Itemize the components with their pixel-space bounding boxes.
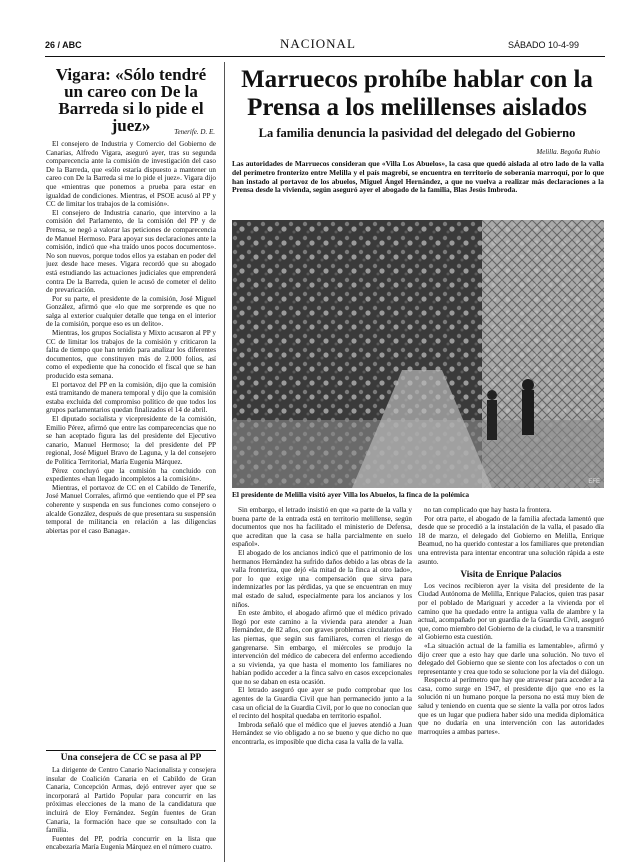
left-paragraph: El consejero de Industria canario, que intervino a la comisión del Parlamento, de la comisión del PP y de Prensa, se negó a valorar las peticiones de comparecencia de Manuel Hermoso. Para apoyar sus declaraciones ante la comisión, indicó que «ha traído unos pocos documentos». No son nuevos, porque todos ellos ya estaban en poder del juez desde hace meses. Vigara recordó que su abogado está estudiando las actuaciones judiciales que emprenderá contra De la Barreda, quien le acusó de cometer el delito de prevaricación. — [46, 208, 216, 295]
left-paragraph: El diputado socialista y vicepresidente de la comisión, Emilio Pérez, afirmó que entre las comparecencias que no se han aceptado figura las del presidente del Ejecutivo canario, Manuel Hermoso; la del presidente del PP regional, José Miguel Bravo de Laguna, y la del consejero de Política Territorial, María Eugenia Márquez. — [46, 415, 216, 466]
left-article-body-2 — [46, 766, 216, 858]
right-paragraph: Los vecinos recibieron ayer la visita del presidente de la Ciudad Autónoma de Melilla, Enrique Palacios, quien tras pasar por el poblado de Mariguari y acceder a la vivienda por el camino que ha quedado entre la antigua valla de alambre y la actual, acompañado por un guardia de la Guardia Civil, aseguró que, como miembro del Gobierno de la ciudad, le va a transmitir al Gobierno esta cuestión. — [418, 581, 604, 642]
article-photo — [232, 220, 604, 488]
column-divider — [224, 62, 225, 862]
main-article-byline: Melilla. Begoña Rubio — [536, 148, 600, 156]
left-subhead: Una consejera de CC se pasa al PP — [46, 750, 216, 763]
right-paragraph: Por otra parte, el abogado de la familia afectada lamentó que desde que se procedió a la instalación de la valla, el pasado día 18 de marzo, el delegado del Gobierno en Melilla, Enrique Beamud, no ha querido contestar a los familiares que pretendían una entrevista para intentar encontrar una solución rápida a este asunto. — [418, 514, 604, 566]
main-article-subtitle: La familia denuncia la pasividad del delegado del Gobierno — [258, 126, 576, 140]
photo-caption: El presidente de Melilla visitó ayer Villa los Abuelos, la finca de la polémica — [232, 490, 470, 499]
left-paragraph: La dirigente de Centro Canario Nacionalista y consejera insular de Coalición Canaria en el Cabildo de Gran Canaria, Concepción Armas, dejó entrever ayer que se incorporará al Partido Popular para concurrir en las próximas elecciones de la mano de la candidatura que incluirá de Eloy Fernández. Según fuentes de Gran Canaria, la formación hace que se consultado con la familia. — [46, 766, 216, 835]
right-paragraph: Respecto al perímetro que hay que atravesar para acceder a la casa, como surge en 1947, el presidente dijo que «no es la solución ni un humano porque la persona no está muy bien de salud y teniendo en cuenta que se siente la valla por otros lados que es un lugar que pudiera haber sido una medida diplomática que no dudaría en una intervención con las autoridades marroquíes a ambas partes». — [418, 676, 604, 736]
left-paragraph: Fuentes del PP, podría concurrir en la lista que encabezaría María Eugenia Márquez en el número cuatro. — [46, 834, 216, 852]
issue-date: SÁBADO 10-4-99 — [508, 40, 580, 50]
left-paragraph: El portavoz del PP en la comisión, dijo que la comisión está tramitando de manera temporal y dijo que la comisión estaba excluida del compromiso político de que todos los grupos parlamentarios quedan finalizados el 14 de abril. — [46, 380, 216, 415]
main-article-title: Marruecos prohíbe hablar con la Prensa a los melillenses aislados — [241, 66, 593, 121]
left-paragraph: Mientras, el portavoz de CC en el Cabildo de Tenerife, José Manuel Corrales, afirmó que «entiendo que el PP sea coherente y suspenda en sus funciones como consejero o alcalde González, después de que presentara su suspensión temporal de militancia en relación a las diligencias abiertas por el caso Banaga». — [46, 483, 216, 535]
left-article-title: Vigara: «Sólo tendré un careo con De la Barreda si lo pide el juez» — [55, 65, 207, 135]
left-article-byline: Tenerife. D. E. — [174, 128, 215, 136]
main-article-column-mid — [232, 506, 412, 856]
left-paragraph: Pérez concluyó que la comisión ha concluido con expedientes «han llegado incompletos a la comisión». — [46, 466, 216, 484]
right-paragraph: «La situación actual de la familia es lamentable», afirmó y dijo creer que a esto hay que darle una solución. No tuvo el delegado del Gobierno que se siente con los afectados o con un representante y crea que todo se solucione por la vía del diálogo. — [418, 641, 604, 676]
section-name: NACIONAL — [280, 36, 356, 51]
mid-paragraph: El letrado aseguró que ayer se pudo comprobar que los agentes de la Guardia Civil que han permanecido junto a la casa un oficial de la Guardia Civil, por lo que no conocían que el recinto del hospital quedaba en territorio español. — [232, 686, 412, 721]
mid-paragraph: Sin embargo, el letrado insistió en que «a parte de la valla y buena parte de la entrada está en territorio melillense, según documentos que nos ha facilitado el ministerio de Defensa, que acreditan que la casa se halla parcialmente en suelo español». — [232, 506, 412, 549]
left-article-body — [46, 140, 216, 660]
photo-credit: EFE — [588, 479, 600, 485]
mid-paragraph: El abogado de los ancianos indicó que el patrimonio de los hermanos Hernández ha sufrido daños debido a las obras de la valla fronteriza, que dejó «la mitad de la finca al otro lado», por lo que exige una compensación que sirva para indemnizarles por las pérdidas, ya que se encuentran en muy mal estado de salud, especialmente para los ancianos y los niños. — [232, 548, 412, 609]
photo-illustration — [232, 220, 604, 488]
mid-paragraph: En este ámbito, el abogado afirmó que el médico privado llegó por este camino a la vivienda para atender a Juan Hernández, de 82 años, con graves problemas circulatorios en las piernas, que según sus familiares, corren el riesgo de gangrenarse. Sin embargo, el miércoles se produjo la intervención del médico de cabecera del enfermo accediendo a su vivienda, ya que hasta el momento los familiares no habían podido acceder a la finca salvo en casos excepcionales que no se daban en esta ocasión. — [232, 609, 412, 686]
section-subhead: Visita de Enrique Palacios — [460, 569, 562, 580]
left-paragraph: El consejero de Industria y Comercio del Gobierno de Canarias, Alfredo Vigara, aseguró ayer, tras su segunda comparecencia ante la comisión de investigación del caso De la Barreda, que «sólo estaría dispuesto a mantener un careo con De la Barreda si me lo pide el juez». Vigara dijo que «mientras que ponemos a prueba para estar en igualdad de condiciones. Mientras, el PSOE acusó al PP y CC de limitar los trabajos de la comisión». — [46, 140, 216, 209]
left-paragraph: Mientras, los grupos Socialista y Mixto acusaron al PP y CC de limitar los trabajos de la comisión y criticaron la falta de tiempo que han tenido para analizar los diferentes documentos, que constituyen más de 2.000 folios, así como el expediente que ha conocido el fiscal que se han producido esta semana. — [46, 329, 216, 381]
mid-paragraph: Imbroda señaló que el médico que el jueves atendió a Juan Hernández se vio obligado a no se bueno y que dicho no que encontrarla, es imposible que dicha casa la valla de la valla. — [232, 720, 412, 747]
left-paragraph: Por su parte, el presidente de la comisión, José Miguel González, afirmó que «lo que me sorprende es que no salga al exterior cualquier detalle que tenga en el interior de la comisión, porque eso es un delito». — [46, 294, 216, 329]
page-number: 26 / ABC — [45, 40, 82, 50]
main-article-lead: Las autoridades de Marruecos consideran que «Villa Los Abuelos», la casa que quedó aislada al otro lado de la valla del perímetro fronterizo entre Melilla y el país magrebí, se encuentra en territorio de soberanía marroquí, por lo que han instado al portavoz de los abuelos, Miguel Ángel Hernández, a que no vuelva a realizar más declaraciones a la Prensa desde la vivienda, según aseguró ayer el abogado de la familia, Blas Jesús Imbroda. — [232, 159, 604, 195]
main-article-column-right — [418, 506, 604, 856]
right-paragraph: no tan complicado que hay hasta la frontera. — [424, 506, 552, 514]
